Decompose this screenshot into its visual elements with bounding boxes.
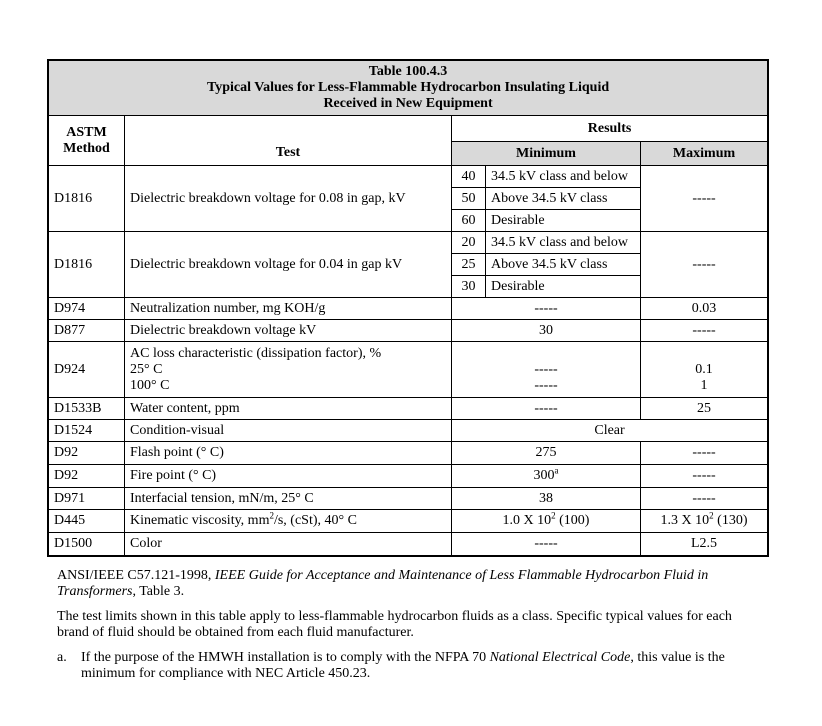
method-cell: D971 [49, 488, 125, 510]
method-cell: D1533B [49, 398, 125, 420]
footnote-label: a. [57, 650, 67, 665]
min-cell [452, 342, 641, 398]
method-cell: D1524 [49, 420, 125, 442]
min-cell: 38 [452, 488, 641, 510]
test-text: Kinematic viscosity, mm [130, 513, 270, 528]
superscript: 2 [551, 510, 556, 521]
min-desc: 34.5 kV class and below [486, 166, 641, 188]
table-row [49, 420, 768, 442]
table-row [49, 166, 768, 188]
max-cell: ----- [641, 488, 768, 510]
max-cell: 0.03 [641, 298, 768, 320]
min-cell: 275 [452, 442, 641, 465]
max-cell: ----- [641, 442, 768, 465]
max-cell: ----- [641, 465, 768, 488]
min-text: (100) [555, 513, 590, 528]
header-results: Results [452, 116, 768, 142]
test-cell: Dielectric breakdown voltage for 0.08 in gap, kV [125, 166, 452, 232]
min-value: 25 [452, 254, 486, 276]
method-cell: D974 [49, 298, 125, 320]
test-line: AC loss characteristic (dissipation factor), % [130, 345, 382, 361]
max-cell: ----- [641, 320, 768, 342]
source-suffix: , Table 3. [132, 584, 185, 599]
table-row [49, 320, 768, 342]
table-number: Table 100.4.3 [368, 64, 448, 79]
max-cell: ----- [641, 232, 768, 298]
max-text: (130) [713, 513, 748, 528]
table-row [49, 533, 768, 556]
table-row [49, 465, 768, 488]
method-cell: D1816 [49, 166, 125, 232]
test-cell: Water content, ppm [125, 398, 452, 420]
min-desc: Desirable [486, 210, 641, 232]
table-title-line2: Typical Values for Less-Flammable Hydrocarbon Insulating Liquid [206, 80, 610, 95]
footnote-marker: a [554, 465, 559, 476]
min-value: 30 [452, 276, 486, 298]
test-text: /s, (cSt), 40° C [273, 513, 357, 528]
min-text: 1.0 X 10 [502, 513, 552, 528]
method-cell: D92 [49, 465, 125, 488]
min-value: 20 [452, 232, 486, 254]
table-notes [57, 568, 757, 682]
max-text: 1.3 X 10 [660, 513, 710, 528]
header-method: Method [63, 140, 110, 156]
table-row [49, 342, 768, 398]
result-cell: Clear [452, 420, 768, 442]
test-cell: Dielectric breakdown voltage kV [125, 320, 452, 342]
max-cell: 25 [641, 398, 768, 420]
table-title [49, 61, 768, 116]
footnote-a [57, 650, 757, 682]
test-cell [125, 342, 452, 398]
max-value-25: 0.1 [695, 362, 713, 377]
table-row [49, 488, 768, 510]
header-row-1 [49, 116, 768, 142]
footnote-suffix: , this value is the minimum for compliance with NEC Article 450.23. [81, 650, 725, 681]
min-cell: ----- [452, 298, 641, 320]
table-row [49, 398, 768, 420]
method-cell: D1816 [49, 232, 125, 298]
header-astm-method [49, 116, 125, 166]
min-value-25: ----- [534, 362, 558, 377]
test-cell: Flash point (° C) [125, 442, 452, 465]
values-table [48, 60, 768, 556]
source-citation [57, 568, 757, 600]
table-row [49, 442, 768, 465]
table-row [49, 232, 768, 254]
min-desc: Above 34.5 kV class [486, 188, 641, 210]
min-cell [452, 510, 641, 533]
max-cell [641, 342, 768, 398]
table-row [49, 298, 768, 320]
footnote-text [81, 650, 757, 682]
method-cell: D924 [49, 342, 125, 398]
test-cell: Color [125, 533, 452, 556]
min-value: 60 [452, 210, 486, 232]
min-value-100: ----- [534, 378, 558, 393]
source-prefix: ANSI/IEEE C57.121-1998, [57, 568, 215, 583]
source-title: IEEE Guide for Acceptance and Maintenance of Less Flammable Hydrocarbon Fluid in Transformers [57, 568, 709, 599]
max-cell: ----- [641, 166, 768, 232]
min-cell [452, 465, 641, 488]
test-line: 25° C [130, 361, 163, 377]
max-cell: L2.5 [641, 533, 768, 556]
header-astm: ASTM [66, 124, 107, 140]
footnote-code-title: National Electrical Code [489, 650, 631, 665]
table-title-line3: Received in New Equipment [323, 96, 493, 111]
min-value: 300 [533, 468, 555, 483]
max-cell [641, 510, 768, 533]
superscript: 2 [269, 510, 274, 521]
test-cell: Interfacial tension, mN/m, 25° C [125, 488, 452, 510]
footnote-prefix: If the purpose of the HMWH installation is to comply with the NFPA 70 [81, 650, 490, 665]
test-cell: Fire point (° C) [125, 465, 452, 488]
test-cell: Condition-visual [125, 420, 452, 442]
min-desc: Above 34.5 kV class [486, 254, 641, 276]
superscript: 2 [709, 510, 714, 521]
min-desc: 34.5 kV class and below [486, 232, 641, 254]
min-value: 40 [452, 166, 486, 188]
test-line: 100° C [130, 377, 170, 393]
method-cell: D877 [49, 320, 125, 342]
table-row [49, 510, 768, 533]
method-cell: D1500 [49, 533, 125, 556]
general-note: The test limits shown in this table apply to less-flammable hydrocarbon fluids as a class. Specific typical values for each brand of fluid should be obtained from each fluid manufacturer. [57, 609, 732, 640]
min-cell: ----- [452, 533, 641, 556]
max-value-100: 1 [700, 378, 708, 393]
test-cell: Dielectric breakdown voltage for 0.04 in gap kV [125, 232, 452, 298]
header-test: Test [125, 116, 452, 166]
min-desc: Desirable [486, 276, 641, 298]
test-cell [125, 510, 452, 533]
min-value: 50 [452, 188, 486, 210]
method-cell: D92 [49, 442, 125, 465]
test-cell: Neutralization number, mg KOH/g [125, 298, 452, 320]
min-cell: ----- [452, 398, 641, 420]
table-title-row [49, 61, 768, 116]
header-maximum: Maximum [641, 142, 768, 166]
min-cell: 30 [452, 320, 641, 342]
method-cell: D445 [49, 510, 125, 533]
header-minimum: Minimum [452, 142, 641, 166]
